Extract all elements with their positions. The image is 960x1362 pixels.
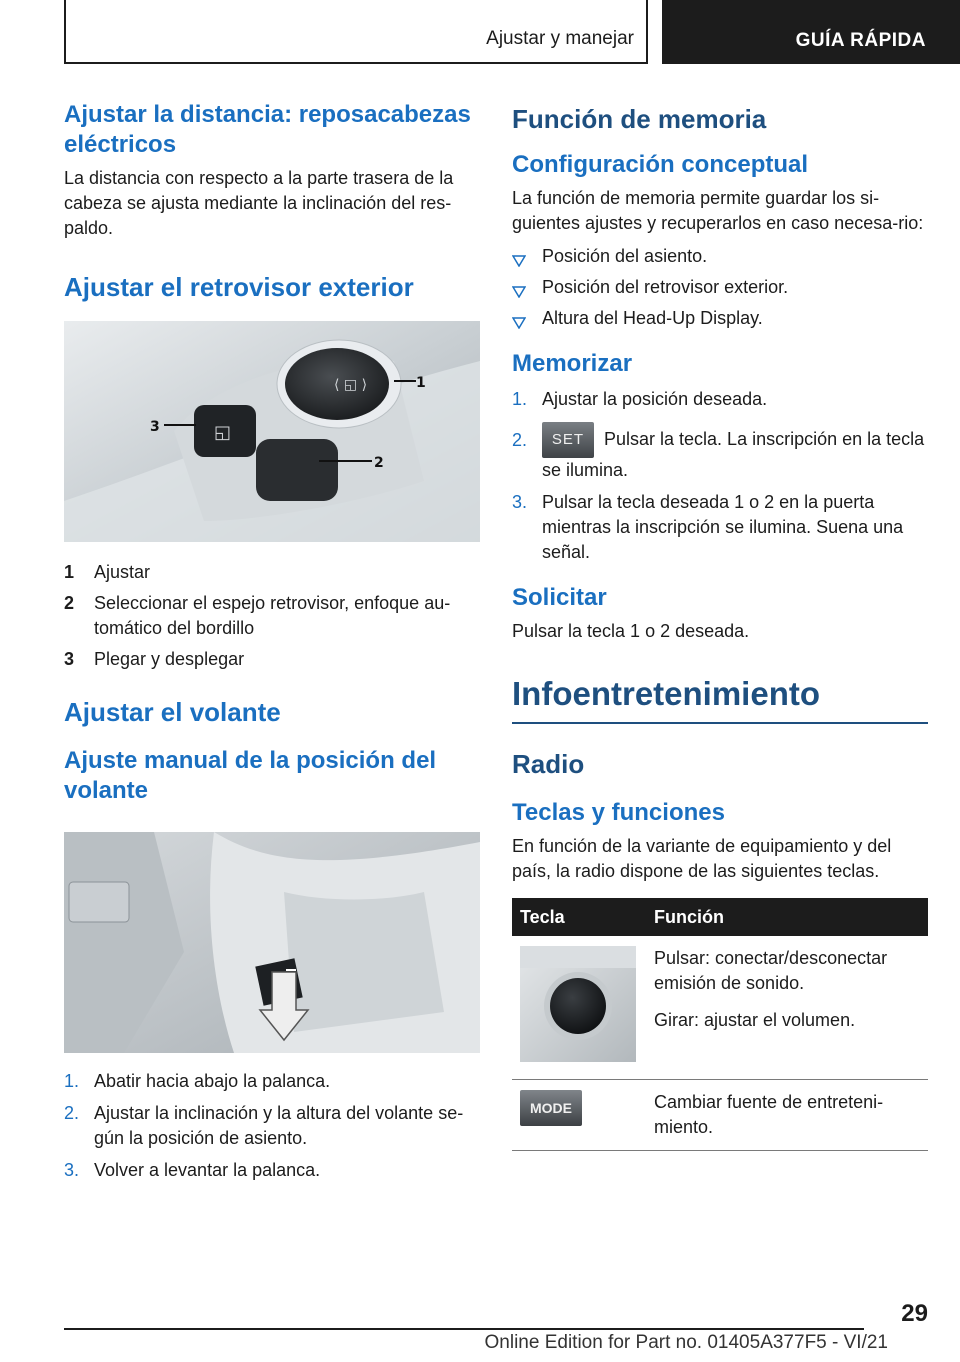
mode-button-icon: MODE bbox=[520, 1090, 582, 1126]
mirror-heading: Ajustar el retrovisor exterior bbox=[64, 272, 414, 302]
section-title: Ajustar y manejar bbox=[486, 28, 634, 49]
svg-text:⟨ ◱ ⟩: ⟨ ◱ ⟩ bbox=[334, 377, 368, 393]
column-key: Tecla bbox=[512, 898, 646, 936]
list-item: 2. Ajustar la inclinación y la altura del volante se-gún la posición de asiento. bbox=[64, 1103, 464, 1148]
list-item: 1. Abatir hacia abajo la palanca. bbox=[64, 1071, 331, 1091]
svg-text:2: 2 bbox=[374, 455, 384, 471]
headrest-heading: Ajustar la distancia: reposacabezas eléctricos bbox=[64, 101, 471, 158]
keys-text: En función de la variante de equipamiento y del país, la radio dispone de las siguientes teclas. bbox=[512, 836, 892, 881]
list-item: 3. Volver a levantar la palanca. bbox=[64, 1160, 321, 1180]
concept-text: La función de memoria permite guardar los si-guientes ajustes y recuperarlos en caso necesa-rio: bbox=[512, 188, 924, 233]
quick-guide-label: GUÍA RÁPIDA bbox=[795, 30, 926, 51]
set-button-icon: SET bbox=[542, 422, 594, 458]
table-row bbox=[512, 936, 928, 1080]
memorize-steps bbox=[512, 387, 928, 565]
page-number: 29 bbox=[901, 1300, 928, 1327]
left-column bbox=[64, 100, 480, 1190]
memorize-heading: Memorizar bbox=[512, 350, 633, 377]
list-item: 3. Pulsar la tecla deseada 1 o 2 en la puerta mientras la inscripción se ilumina. Suena una señal. bbox=[512, 492, 904, 562]
column-function: Función bbox=[646, 898, 928, 936]
function-cell bbox=[646, 936, 928, 1080]
bullet-triangle-icon bbox=[512, 311, 526, 336]
function-cell bbox=[646, 1080, 928, 1151]
request-heading: Solicitar bbox=[512, 584, 607, 611]
wheel-steps bbox=[64, 1069, 480, 1183]
key-cell bbox=[512, 1080, 646, 1151]
list-item: 2. SET Pulsar la tecla. La inscripción en la tecla se ilumina. bbox=[512, 422, 928, 483]
list-item: Posición del retrovisor exterior. bbox=[512, 275, 928, 300]
concept-bullets bbox=[512, 244, 928, 331]
svg-text:3: 3 bbox=[150, 419, 160, 435]
edition-text: Online Edition for Part no. 01405A377F5 - VI/21 bbox=[484, 1332, 888, 1353]
right-column bbox=[512, 100, 928, 1151]
function-text: Cambiar fuente de entreteni-miento. bbox=[654, 1092, 884, 1137]
volume-knob-icon bbox=[520, 946, 636, 1062]
mirror-legend bbox=[64, 560, 480, 672]
keys-table bbox=[512, 898, 928, 1151]
steering-lever-image bbox=[64, 832, 480, 1053]
key-cell bbox=[512, 936, 646, 1080]
function-text: Girar: ajustar el volumen. bbox=[654, 1010, 856, 1030]
request-text: Pulsar la tecla 1 o 2 deseada. bbox=[512, 621, 750, 641]
list-item: Altura del Head-Up Display. bbox=[512, 306, 928, 331]
headrest-text: La distancia con respecto a la parte trasera de la cabeza se ajusta mediante la inclinación del res-paldo. bbox=[64, 168, 454, 238]
table-row bbox=[512, 1080, 928, 1151]
list-item: 1. Ajustar la posición deseada. bbox=[512, 389, 768, 409]
quick-guide-tab bbox=[662, 0, 960, 64]
wheel-heading: Ajustar el volante bbox=[64, 697, 281, 727]
section-tab bbox=[64, 0, 648, 64]
footer-divider bbox=[64, 1328, 864, 1330]
bullet-triangle-icon bbox=[512, 280, 526, 305]
mirror-controls-image bbox=[64, 321, 480, 542]
list-item: 3 Plegar y desplegar bbox=[64, 649, 245, 669]
function-text: Pulsar: conectar/desconectar emisión de sonido. bbox=[654, 948, 888, 993]
list-item: 2 Seleccionar el espejo retrovisor, enfoque au-tomático del bordillo bbox=[64, 593, 451, 638]
concept-heading: Configuración conceptual bbox=[512, 151, 809, 178]
keys-heading: Teclas y funciones bbox=[512, 799, 725, 826]
svg-text:◱: ◱ bbox=[214, 422, 232, 443]
memory-heading: Función de memoria bbox=[512, 104, 767, 134]
table-header-row bbox=[512, 898, 928, 936]
infotainment-heading: Infoentretenimiento bbox=[512, 674, 928, 724]
svg-text:1: 1 bbox=[416, 375, 426, 391]
radio-heading: Radio bbox=[512, 749, 585, 779]
wheel-subheading: Ajuste manual de la posición del volante bbox=[64, 747, 437, 804]
bullet-triangle-icon bbox=[512, 249, 526, 274]
list-item: 1 Ajustar bbox=[64, 562, 151, 582]
list-item: Posición del asiento. bbox=[512, 244, 928, 269]
page-header bbox=[0, 0, 960, 66]
